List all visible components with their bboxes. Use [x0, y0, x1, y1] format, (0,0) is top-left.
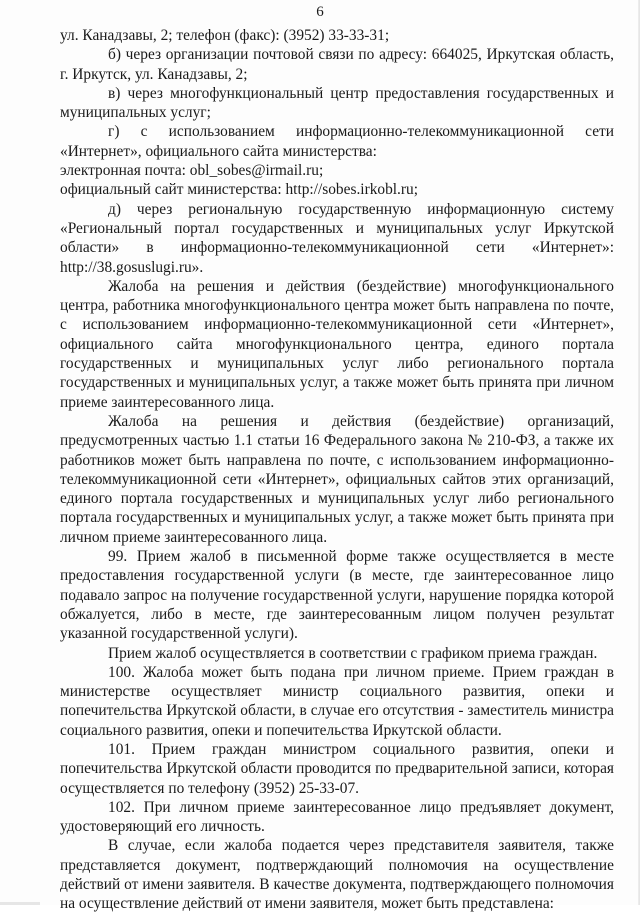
document-body	[60, 26, 614, 914]
paragraph-complaint-mfc: Жалоба на решения и действия (бездействие) многофункционального центра, работника многофункционального центра может быть направлена по почте, с использованием информационно-телекоммуникационной сети «Интернет», официального сайта многофункционального центра, единого портала государственных и муниципальных услуг либо регионального портала государственных и муниципальных услуг, а также может быть принята при личном приеме заинтересованного лица.	[60, 277, 614, 411]
paragraph-item-101: 101. Прием граждан министром социального развития, опеки и попечительства Иркутской области проводится по предварительной записи, которая осуществляется по телефону (3952) 25-33-07.	[60, 740, 614, 797]
paragraph-schedule: Прием жалоб осуществляется в соответствии с графиком приема граждан.	[108, 644, 598, 662]
paragraph-regional-portal: д) через региональную государственную информационную систему «Региональный портал государственных и муниципальных услуг Иркутской области» в информационно-телекоммуникационной сети «Интернет»: http://38.gosuslugi.ru».	[60, 200, 614, 276]
paragraph-item-102: 102. При личном приеме заинтересованное лицо предъявляет документ, удостоверяющий его личность.	[60, 798, 614, 836]
paragraph-representative: В случае, если жалоба подается через представителя заявителя, также представляется документ, подтверждающий полномочия на осуществление действий от имени заявителя. В качестве документа, подтверждающего полномочия на осуществление действий от имени заявителя, может быть представлена:	[60, 837, 614, 913]
paragraph-postal: б) через организации почтовой связи по адресу: 664025, Иркутская область, г. Иркутск, ул. Канадзавы, 2;	[60, 46, 614, 83]
paragraph-website: официальный сайт министерства: http://sobes.irkobl.ru;	[60, 181, 418, 199]
page-number: 6	[316, 4, 324, 20]
paragraph-mfc: в) через многофункциональный центр предоставления государственных и муниципальных услуг;	[60, 84, 614, 122]
paragraph-address-tail: ул. Канадзавы, 2; телефон (факс): (3952) 33-33-31;	[60, 27, 390, 44]
paragraph-item-99: 99. Прием жалоб в письменной форме также осуществляется в месте предоставления государственной услуги (в месте, где заинтересованное лицо подавало запрос на получение государственной услуги, нарушение порядка которой обжалуется, либо в месте, где заинтересованным лицом получен результат указанной государственной услуги).	[60, 548, 614, 643]
paragraph-email: электронная почта: obl_sobes@irmail.ru;	[60, 162, 324, 180]
paragraph-internet: г) с использованием информационно-телекоммуникационной сети «Интернет», официального сайта министерства:	[60, 123, 614, 160]
paragraph-item-100: 100. Жалоба может быть подана при личном приеме. Прием граждан в министерстве осуществляет министр социального развития, опеки и попечительства Иркутской области, в случае его отсутствия - заместитель министра социального развития, опеки и попечительства Иркутской области.	[60, 663, 614, 739]
paragraph-complaint-organizations: Жалоба на решения и действия (бездействие) организаций, предусмотренных частью 1.1 статьи 16 Федерального закона № 210-ФЗ, а также их работников может быть направлена по почте, с использованием информационно-телекоммуникационной сети «Интернет», официальных сайтов этих организаций, единого портала государственных и муниципальных услуг либо регионального портала государственных и муниципальных услуг, а также может быть принята при личном приеме заинтересованного лица.	[60, 412, 614, 546]
